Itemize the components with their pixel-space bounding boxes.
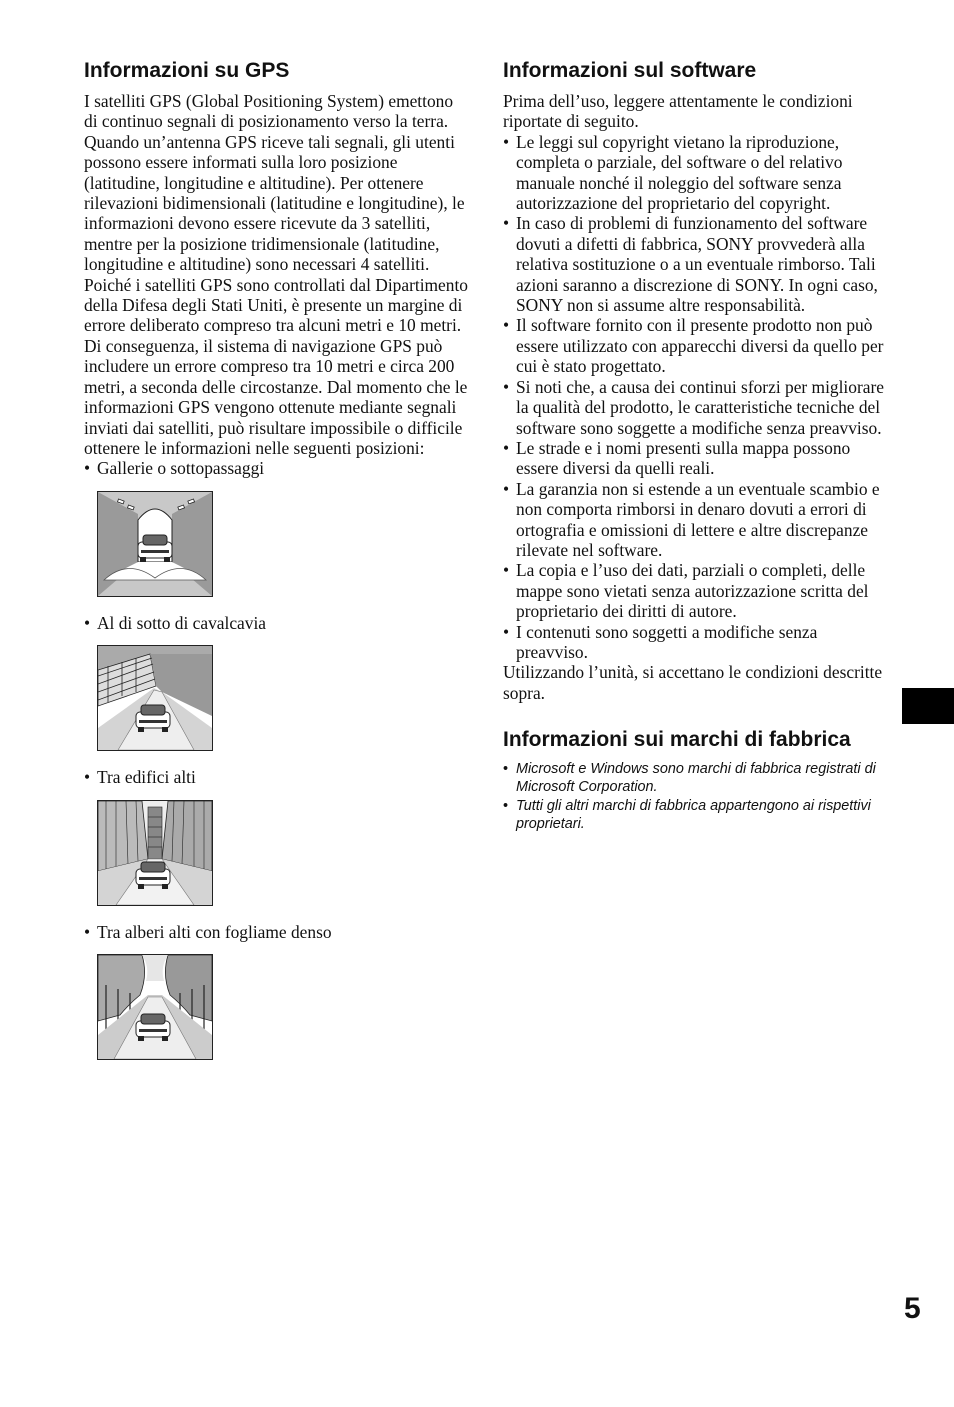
trademarks-list bbox=[503, 760, 888, 833]
software-intro: Prima dell’uso, leggere attentamente le condizioni riportate di seguito. bbox=[503, 91, 853, 132]
item-tall-buildings: • Tra edifici alti bbox=[84, 767, 469, 787]
list-item: • I contenuti sono soggetti a modifiche senza preavviso. bbox=[503, 622, 888, 663]
trademarks-heading: Informazioni sui marchi di fabbrica bbox=[503, 728, 851, 752]
gps-heading: Informazioni su GPS bbox=[84, 59, 290, 82]
list-item: • Le leggi sul copyright vietano la riproduzione, completa o parziale, del software o del relativo manuale nonché il noleggio del software senza autorizzazione del proprietario del copyright. bbox=[503, 132, 888, 214]
list-item: • La garanzia non si estende a un eventuale scambio e non comporta rimborsi in denaro dovuti a errori di ortografia e omissioni di lettere e altre discrepanze rilevate nel software. bbox=[503, 479, 888, 561]
item-dense-trees: • Tra alberi alti con fogliame denso bbox=[84, 922, 469, 942]
list-item: • Il software fornito con il presente prodotto non può essere utilizzato con apparecchi diversi da quello per cui è stato progettato. bbox=[503, 315, 888, 376]
overpass-illustration bbox=[97, 645, 213, 751]
item-overpass: • Al di sotto di cavalcavia bbox=[84, 613, 469, 633]
car-icon bbox=[136, 1014, 170, 1041]
software-heading: Informazioni sul software bbox=[503, 59, 757, 82]
list-item: • In caso di problemi di funzionamento del software dovuti a difetti di fabbrica, SONY provvederà alla relativa sostituzione o a un eventuale rimborso. Tali azioni saranno a discrezione di SONY. In ogni caso, SONY non si assume altre responsabilità. bbox=[503, 213, 888, 315]
software-list bbox=[503, 132, 888, 663]
left-column bbox=[84, 58, 469, 1076]
section-tab-marker bbox=[902, 688, 954, 724]
software-outro: Utilizzando l’unità, si accettano le condizioni descritte sopra. bbox=[503, 662, 883, 703]
list-item: • Si noti che, a causa dei continui sforzi per migliorare la qualità del prodotto, le caratteristiche tecniche del software sono soggette a modifiche senza preavviso. bbox=[503, 377, 888, 438]
tunnel-illustration bbox=[97, 491, 213, 597]
list-item: • Le strade e i nomi presenti sulla mappa possono essere diversi da quelli reali. bbox=[503, 438, 888, 479]
buildings-illustration bbox=[97, 800, 213, 906]
car-icon bbox=[138, 535, 172, 562]
list-item: • La copia e l’uso dei dati, parziali o completi, delle mappe sono vietati senza autorizzazione scritta del proprietario dei diritti di autore. bbox=[503, 560, 888, 621]
trees-illustration bbox=[97, 954, 213, 1060]
car-icon bbox=[136, 862, 170, 889]
item-tunnel: • Gallerie o sottopassaggi bbox=[84, 458, 469, 478]
list-item: • Microsoft e Windows sono marchi di fabbrica registrati di Microsoft Corporation. bbox=[503, 760, 888, 796]
car-icon bbox=[136, 705, 170, 732]
right-column bbox=[503, 58, 888, 833]
page-number: 5 bbox=[904, 1292, 921, 1325]
list-item: • Tutti gli altri marchi di fabbrica appartengono ai rispettivi proprietari. bbox=[503, 797, 888, 833]
gps-body: I satelliti GPS (Global Positioning System) emettono di continuo segnali di posizionamento verso la terra. Quando un’antenna GPS riceve tali segnali, gli utenti possono essere informati sulla loro posizione (latitudine, longitudine e altitudine). Per ottenere rilevazioni bidimensionali (latitudine e longitudine), le informazioni devono essere ricevute da 3 satelliti, mentre per la posizione tridimensionale (latitudine, longitudine e altitudine) sono necessari 4 satelliti. Poiché i satelliti GPS sono controllati dal Dipartimento della Difesa degli Stati Uniti, è presente un margine di errore deliberato compreso tra alcuni metri e 10 metri. Di conseguenza, il sistema di navigazione GPS può includere un errore compreso tra 10 metri e circa 200 metri, a seconda delle circostanze. Dal momento che le informazioni GPS vengono ottenute mediante segnali inviati dai satelliti, può risultare impossibile o difficile ottenere le informazioni nelle seguenti posizioni: bbox=[84, 91, 468, 458]
